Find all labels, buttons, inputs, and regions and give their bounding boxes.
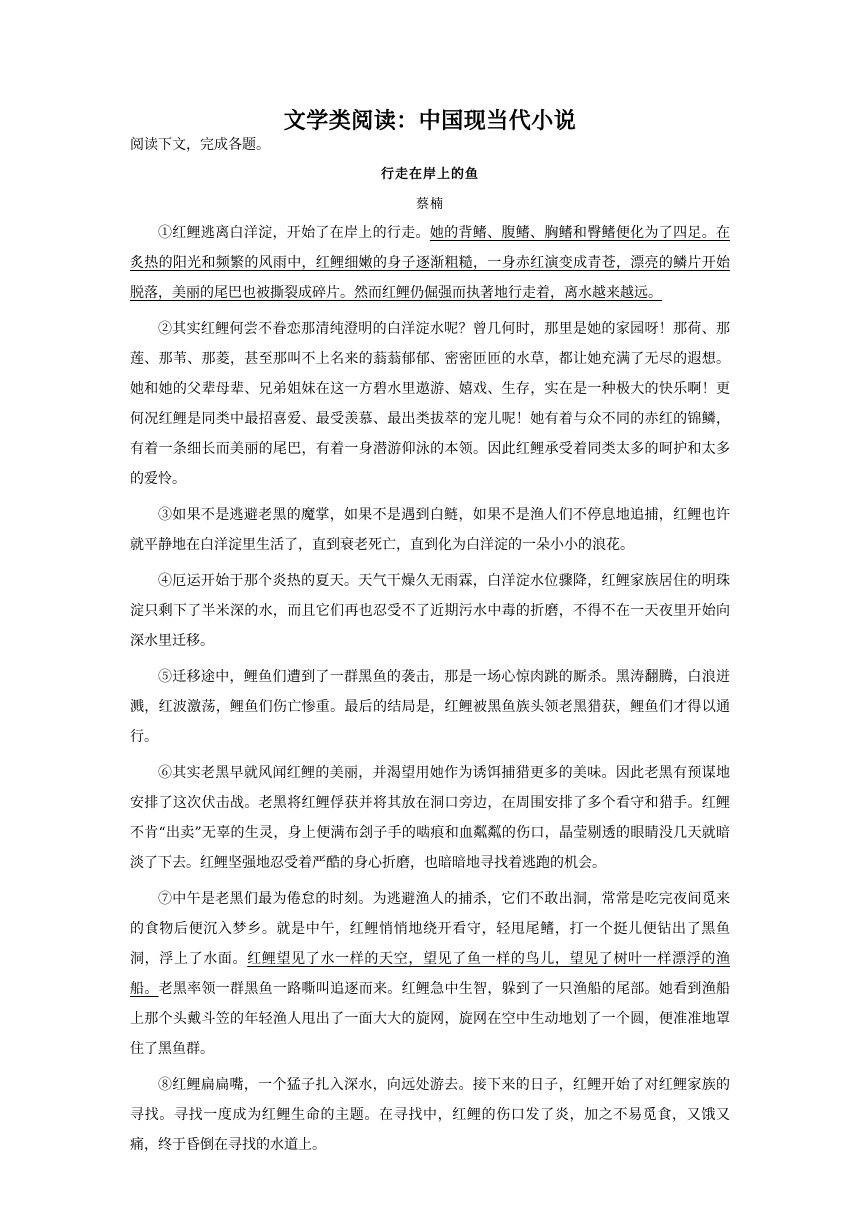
paragraph-6 — [130, 758, 730, 878]
paragraph-8-text: ⑧红鲤扁扁嘴，一个猛子扎入深水，向远处游去。接下来的日子，红鲤开始了对红鲤家族的寻找。寻找一度成为红鲤生命的主题。在寻找中，红鲤的伤口发了炎，加之不易觅食，又饿又痛，终于昏倒在寻找的水道上。 — [130, 1077, 730, 1153]
paragraph-1 — [130, 218, 730, 308]
paragraph-8 — [130, 1070, 730, 1160]
paragraph-7-text: ⑦中午是老黑们最为倦怠的时刻。为逃避渔人的捕杀，它们不敢出洞，常常是吃完夜间觅来的食物后便沉入梦乡。就是中午，红鲤悄悄地绕开看守，轻甩尾鳍，打一个挺儿便钻出了黑鱼洞，浮上了水面。 — [130, 891, 730, 967]
paragraph-1-underlined: 她的背鳍、腹鳍、胸鳍和臀鳍便化为了四足。在炙热的阳光和频繁的风雨中，红鲤细嫩的身子逐渐粗糙，一身赤红演变成青苍，漂亮的鳞片开始脱落，美丽的尾巴也被撕裂成碎片。然而红鲤仍倔强而执著地行走着，离水越来越远。 — [130, 225, 731, 301]
paragraph-2 — [130, 314, 730, 494]
paragraph-7-tail: 老黑率领一群黑鱼一路嘶叫追逐而来。红鲤急中生智，躲到了一只渔船的尾部。她看到渔船上那个头戴斗笠的年轻渔人甩出了一面大大的旋网，旋网在空中生动地划了一个圆，便准准地罩住了黑鱼群。 — [130, 981, 731, 1057]
story-body — [130, 218, 730, 1166]
story-title: 行走在岸上的鱼 — [380, 167, 479, 182]
paragraph-3 — [130, 500, 730, 560]
paragraph-2-text: ②其实红鲤何尝不眷恋那清纯澄明的白洋淀水呢？曾几何时，那里是她的家园呀！那荷、那莲、那苇、那菱，甚至那叫不上名来的蓊蓊郁郁、密密匝匝的水草，都让她充满了无尽的遐想。她和她的父辈母辈、兄弟姐妹在这一方碧水里遨游、嬉戏、生存，实在是一种极大的快乐啊！更何况红鲤是同类中最招喜爱、最受羡慕、最出类拔萃的宠儿呢！她有着与众不同的赤红的锦鳞，有着一条细长而美丽的尾巴，有着一身潜游仰泳的本领。因此红鲤承受着同类太多的呵护和太多的爱怜。 — [130, 321, 730, 487]
paragraph-4 — [130, 566, 730, 656]
paragraph-1-text: ①红鲤逃离白洋淀，开始了在岸上的行走。 — [158, 225, 430, 241]
paragraph-5 — [130, 662, 730, 752]
paragraph-6-text: ⑥其实老黑早就风闻红鲤的美丽，并渴望用她作为诱饵捕猎更多的美味。因此老黑有预谋地安排了这次伏击战。老黑将红鲤俘获并将其放在洞口旁边，在周围安排了多个看守和猎手。红鲤不肯“出卖”无辜的生灵，身上便满布刽子手的啮痕和血粼粼的伤口，晶莹剔透的眼睛没几天就暗淡了下去。红鲤坚强地忍受着严酷的身心折磨，也暗暗地寻找着逃跑的机会。 — [130, 765, 730, 871]
page-title: 文学类阅读：中国现当代小说 — [283, 109, 577, 134]
story-author: 蔡楠 — [415, 197, 444, 212]
instruction-text: 阅读下文，完成各题。 — [130, 137, 270, 153]
paragraph-4-text: ④厄运开始于那个炎热的夏天。天气干燥久无雨霖，白洋淀水位骤降，红鲤家族居住的明珠淀只剩下了半米深的水，而且它们再也忍受不了近期污水中毒的折磨，不得不在一天夜里开始向深水里迁移。 — [130, 573, 730, 649]
paragraph-5-text: ⑤迁移途中，鲤鱼们遭到了一群黑鱼的袭击，那是一场心惊肉跳的厮杀。黑涛翻腾，白浪迸溅，红波激荡，鲤鱼们伤亡惨重。最后的结局是，红鲤被黑鱼族头领老黑猎获，鲤鱼们才得以通行。 — [130, 669, 730, 745]
paragraph-7 — [130, 884, 730, 1064]
paragraph-3-text: ③如果不是逃避老黑的魔掌，如果不是遇到白鲢，如果不是渔人们不停息地追捕，红鲤也许就平静地在白洋淀里生活了，直到衰老死亡，直到化为白洋淀的一朵小小的浪花。 — [130, 507, 730, 553]
paragraph-7-underlined: 红鲤望见了水一样的天空，望见了鱼一样的鸟儿，望见了树叶一样漂浮的渔船。 — [130, 951, 731, 997]
